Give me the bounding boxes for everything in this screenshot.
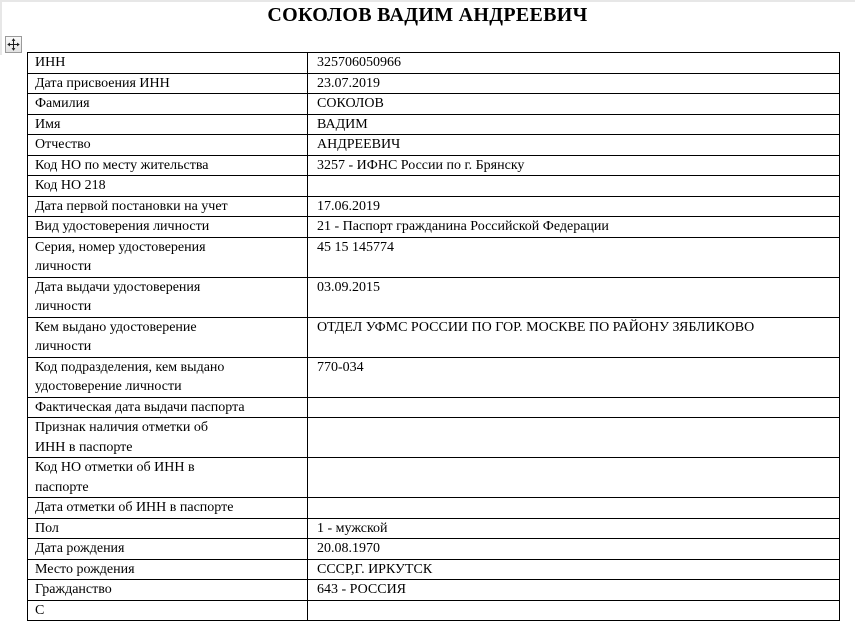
field-label[interactable]: Дата присвоения ИНН (35, 75, 170, 91)
field-value-cell[interactable] (308, 357, 840, 397)
field-label-cell[interactable] (28, 196, 308, 217)
field-value[interactable]: 325706050966 (317, 55, 401, 70)
field-value-cell[interactable] (308, 418, 840, 458)
field-label-cell[interactable] (28, 155, 308, 176)
field-label-cell[interactable] (28, 498, 308, 519)
field-value[interactable]: 770-034 (317, 359, 364, 375)
field-value[interactable]: 1 - мужской (317, 520, 388, 536)
field-label-cell[interactable] (28, 539, 308, 560)
field-value-cell[interactable] (308, 518, 840, 539)
field-value-cell[interactable] (308, 317, 840, 357)
field-label-cell[interactable] (28, 176, 308, 197)
field-label[interactable]: Дата отметки об ИНН в паспорте (35, 500, 234, 515)
field-label[interactable]: Дата выдачи удостоверения личности (35, 279, 201, 314)
field-label[interactable]: Код подразделения, кем выдано удостоверение личности (35, 359, 225, 394)
field-value-cell[interactable] (308, 73, 840, 94)
field-label[interactable]: Код НО отметки об ИНН в паспорте (35, 460, 195, 495)
field-label[interactable]: Место рождения (35, 561, 135, 577)
field-label[interactable]: Признак наличия отметки об ИНН в паспорте (35, 420, 208, 455)
table-row (28, 114, 840, 135)
table-row (28, 518, 840, 539)
field-label[interactable]: Кем выдано удостоверение личности (35, 319, 197, 354)
field-label-cell[interactable] (28, 458, 308, 498)
field-label[interactable]: Имя (35, 116, 61, 132)
field-label[interactable]: Дата рождения (35, 541, 125, 556)
field-label-cell[interactable] (28, 580, 308, 601)
field-value-cell[interactable] (308, 580, 840, 601)
table-row (28, 237, 840, 277)
field-value-cell[interactable] (308, 458, 840, 498)
table-row (28, 458, 840, 498)
field-label[interactable]: Фактическая дата выдачи паспорта (35, 399, 245, 415)
field-label-cell[interactable] (28, 277, 308, 317)
table-row (28, 600, 840, 621)
table-row (28, 418, 840, 458)
table-row (28, 539, 840, 560)
field-value-cell[interactable] (308, 94, 840, 115)
field-value[interactable]: 17.06.2019 (317, 198, 380, 214)
field-value-cell[interactable] (308, 277, 840, 317)
field-label[interactable]: С (35, 602, 45, 618)
info-table-body (28, 53, 840, 621)
table-row (28, 53, 840, 74)
table-row (28, 357, 840, 397)
table-row (28, 135, 840, 156)
field-label-cell[interactable] (28, 559, 308, 580)
document-title[interactable]: СОКОЛОВ ВАДИМ АНДРЕЕВИЧ (267, 4, 588, 26)
field-value[interactable]: 643 - РОССИЯ (317, 582, 407, 597)
table-row (28, 196, 840, 217)
field-label[interactable]: Вид удостоверения личности (35, 219, 210, 234)
field-label[interactable]: Пол (35, 520, 59, 536)
field-label[interactable]: ИНН (35, 55, 66, 70)
field-label-cell[interactable] (28, 518, 308, 539)
table-row (28, 277, 840, 317)
table-row (28, 73, 840, 94)
field-label-cell[interactable] (28, 135, 308, 156)
field-label-cell[interactable] (28, 114, 308, 135)
field-value-cell[interactable] (308, 559, 840, 580)
person-info-table (27, 52, 840, 621)
field-value[interactable]: 21 - Паспорт гражданина Российской Федерации (317, 219, 609, 234)
field-value-cell[interactable] (308, 196, 840, 217)
field-value-cell[interactable] (308, 237, 840, 277)
table-row (28, 317, 840, 357)
field-value-cell[interactable] (308, 114, 840, 135)
table-row (28, 397, 840, 418)
field-value[interactable]: 23.07.2019 (317, 75, 380, 91)
field-label-cell[interactable] (28, 217, 308, 238)
table-row (28, 580, 840, 601)
field-value[interactable]: 03.09.2015 (317, 279, 380, 295)
field-label-cell[interactable] (28, 94, 308, 115)
move-icon (7, 38, 20, 51)
table-move-handle[interactable] (5, 36, 22, 53)
field-value[interactable]: ОТДЕЛ УФМС РОССИИ ПО ГОР. МОСКВЕ ПО РАЙОНУ ЗЯБЛИКОВО (317, 319, 755, 335)
field-value-cell[interactable] (308, 217, 840, 238)
field-label[interactable]: Фамилия (35, 96, 90, 111)
field-label[interactable]: Код НО 218 (35, 178, 106, 193)
field-value-cell[interactable] (308, 539, 840, 560)
page-edge-top (0, 0, 855, 2)
field-label[interactable]: Дата первой постановки на учет (35, 198, 228, 214)
field-label[interactable]: Отчество (35, 137, 91, 152)
field-label-cell[interactable] (28, 397, 308, 418)
field-value-cell[interactable] (308, 176, 840, 197)
field-label-cell[interactable] (28, 357, 308, 397)
field-value-cell[interactable] (308, 397, 840, 418)
field-label-cell[interactable] (28, 53, 308, 74)
field-value[interactable]: СССР,Г. ИРКУТСК (317, 561, 433, 577)
field-value-cell[interactable] (308, 53, 840, 74)
field-value[interactable]: СОКОЛОВ (317, 96, 384, 111)
field-value-cell[interactable] (308, 135, 840, 156)
field-value[interactable]: АНДРЕЕВИЧ (317, 137, 401, 152)
field-label-cell[interactable] (28, 237, 308, 277)
field-label[interactable]: Серия, номер удостоверения личности (35, 239, 206, 274)
table-row (28, 498, 840, 519)
table-row (28, 559, 840, 580)
field-value[interactable]: 20.08.1970 (317, 541, 380, 556)
field-label[interactable]: Код НО по месту жительства (35, 157, 209, 173)
field-value-cell[interactable] (308, 600, 840, 621)
table-row (28, 94, 840, 115)
field-label-cell[interactable] (28, 418, 308, 458)
field-value-cell[interactable] (308, 155, 840, 176)
field-label[interactable]: Гражданство (35, 582, 112, 597)
field-value[interactable]: 3257 - ИФНС России по г. Брянску (317, 157, 525, 173)
field-label-cell[interactable] (28, 317, 308, 357)
field-value[interactable]: 45 15 145774 (317, 239, 394, 255)
field-value[interactable]: ВАДИМ (317, 116, 368, 132)
field-value-cell[interactable] (308, 498, 840, 519)
field-label-cell[interactable] (28, 73, 308, 94)
table-row (28, 217, 840, 238)
table-row (28, 176, 840, 197)
table-row (28, 155, 840, 176)
field-label-cell[interactable] (28, 600, 308, 621)
